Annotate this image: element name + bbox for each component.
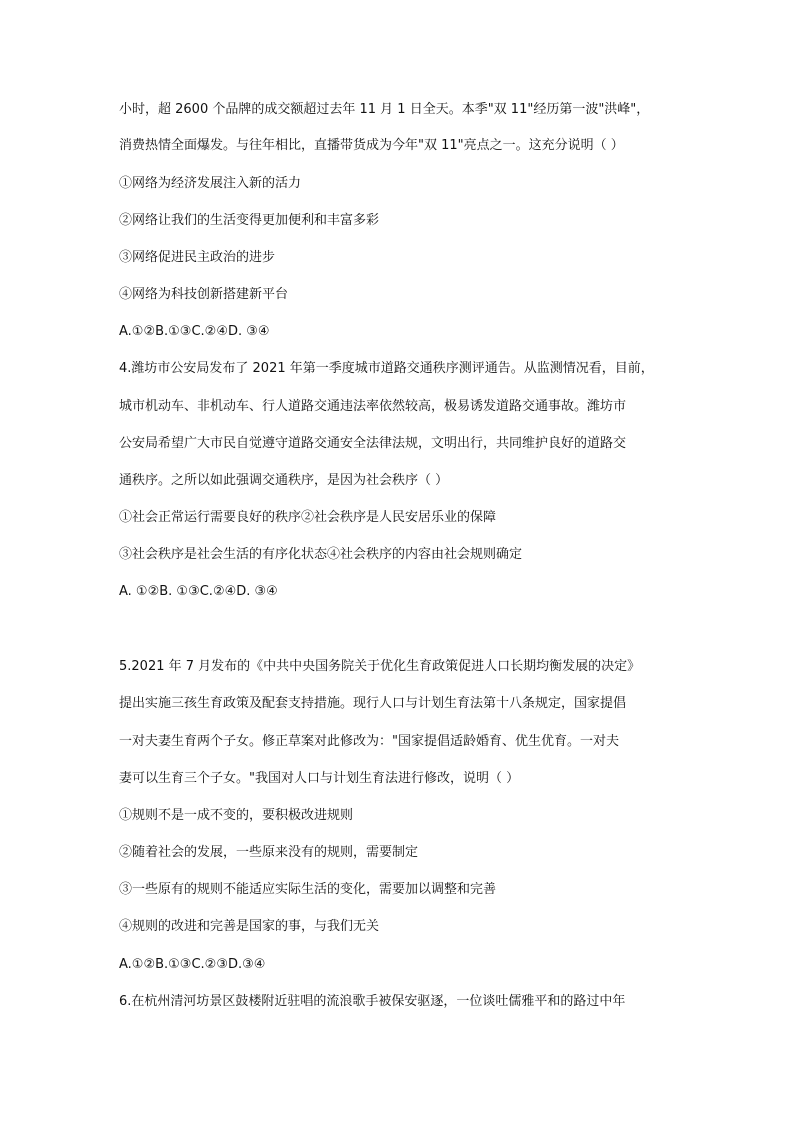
q4-option-line-2: ③社会秩序是社会生活的有序化状态④社会秩序的内容由社会规则确定 (119, 547, 523, 562)
q5-option-2: ②随着社会的发展，一些原来没有的规则，需要制定 (119, 845, 419, 860)
q6-stem-line-1: 6.在杭州清河坊景区鼓楼附近驻唱的流浪歌手被保安驱逐，一位谈吐儒雅平和的路过中年 (119, 994, 626, 1009)
q4-option-line-1: ①社会正常运行需要良好的秩序②社会秩序是人民安居乐业的保障 (119, 510, 497, 525)
q3-option-4: ④网络为科技创新搭建新平台 (119, 287, 289, 302)
q3-option-3: ③网络促进民主政治的进步 (119, 250, 276, 265)
q5-option-1: ①规则不是一成不变的，要积极改进规则 (119, 808, 354, 823)
q5-stem-line-4: 妻可以生育三个子女。"我国对人口与计划生育法进行修改，说明（ ） (119, 771, 520, 786)
q3-stem-line-1: 小时，超 2600 个品牌的成交额超过去年 11 月 1 日全天。本季"双 11"经历第一波"洪峰"， (119, 102, 650, 117)
q4-stem-line-3: 公安局希望广大市民自觉遵守道路交通安全法律法规，文明出行，共同维护良好的道路交 (119, 436, 627, 451)
q3-choices: A.①②B.①③C.②④D. ③④ (119, 324, 270, 339)
q4-stem-line-4: 通秩序。之所以如此强调交通秩序，是因为社会秩序（ ） (119, 473, 449, 488)
q5-stem-line-1: 5.2021 年 7 月发布的《中共中央国务院关于优化生育政策促进人口长期均衡发展的决定》 (119, 659, 641, 674)
q5-choices: A.①②B.①③C.②③D.③④ (119, 957, 266, 972)
q3-option-2: ②网络让我们的生活变得更加便利和丰富多彩 (119, 213, 380, 228)
q4-choices: A. ①②B. ①③C.②④D. ③④ (119, 584, 278, 599)
q5-stem-line-2: 提出实施三孩生育政策及配套支持措施。现行人口与计划生育法第十八条规定，国家提倡 (119, 696, 627, 711)
q5-option-4: ④规则的改进和完善是国家的事，与我们无关 (119, 919, 380, 934)
q5-stem-line-3: 一对夫妻生育两个子女。修正草案对此修改为："国家提倡适龄婚育、优生优育。一对夫 (119, 734, 619, 749)
q3-stem-line-2: 消费热情全面爆发。与往年相比，直播带货成为今年"双 11"亮点之一。这充分说明（ ） (119, 138, 624, 153)
q4-stem-line-1: 4.潍坊市公安局发布了 2021 年第一季度城市道路交通秩序测评通告。从监测情况看，目前， (119, 361, 654, 376)
q3-option-1: ①网络为经济发展注入新的活力 (119, 176, 302, 191)
q4-stem-line-2: 城市机动车、非机动车、行人道路交通违法率依然较高，极易诱发道路交通事故。潍坊市 (119, 399, 627, 414)
q5-option-3: ③一些原有的规则不能适应实际生活的变化，需要加以调整和完善 (119, 882, 497, 897)
